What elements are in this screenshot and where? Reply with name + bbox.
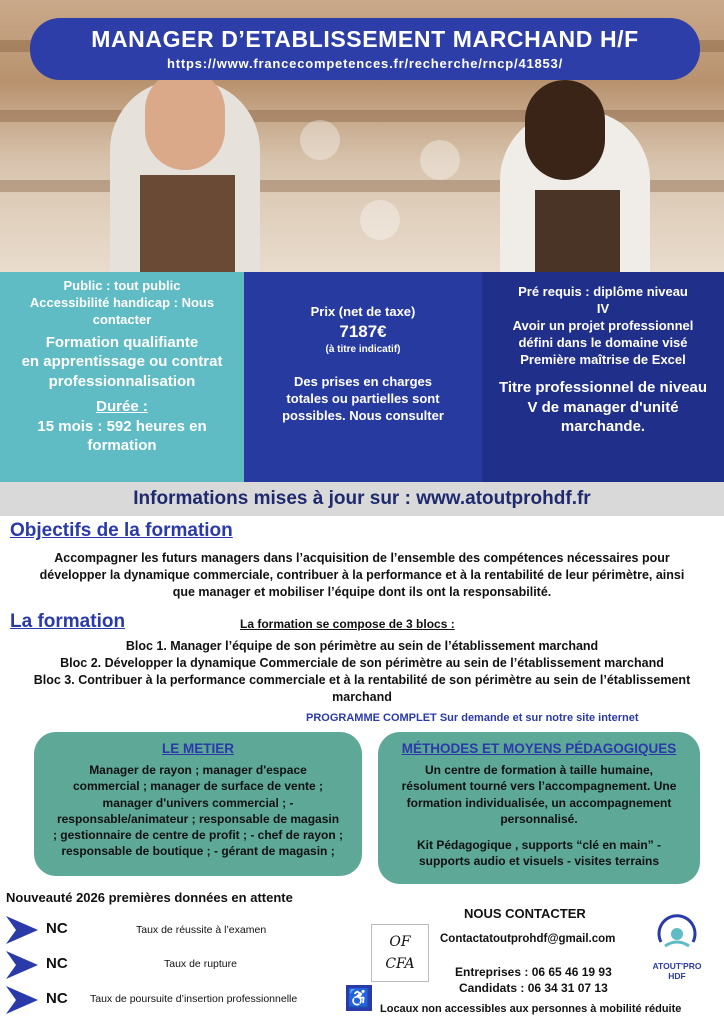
titre-pro-2: V de manager d'unité (527, 398, 679, 416)
titre-pro-3: marchande. (560, 418, 646, 436)
metier-line: manager d'univers commercial ; - (102, 795, 294, 810)
methodes-line: résolument tourné vers l’accompagnement. Une (401, 779, 677, 794)
duree-label: Durée : (96, 398, 148, 416)
objectifs-title: Objectifs de la formation (10, 520, 233, 541)
ofcfa-line: CFA (385, 956, 415, 972)
nouveaute-title: Nouveauté 2026 premières données en attente (6, 890, 293, 905)
bloc-3: Bloc 3. Contribuer à la performance commerciale et à la rentabilité de son périmètre au sein de l’établissement (33, 672, 691, 687)
objectifs-text (0, 550, 724, 601)
stat-value: NC (46, 990, 68, 1007)
stat-value: NC (46, 920, 68, 937)
formation-subtitle: La formation se compose de 3 blocs : (240, 617, 455, 631)
prerequis-3: Avoir un projet professionnel (512, 317, 694, 333)
methodes-line: supports audio et visuels - visites terrains (418, 854, 660, 869)
person-left-apron (140, 175, 235, 272)
logo-text: ATOUT'PRO (652, 961, 702, 971)
methodes-line: personnalisé. (500, 811, 578, 826)
methodes-title: MÉTHODES ET MOYENS PÉDAGOGIQUES (401, 741, 677, 756)
metier-line: responsable de boutique ; - gérant de magasin ; (61, 844, 335, 859)
logo-text: HDF (668, 971, 686, 982)
atoutpro-logo (647, 912, 707, 984)
access-text-2: contacter (92, 311, 152, 327)
info-col-prerequis (482, 272, 724, 482)
bloc-2: Bloc 2. Développer la dynamique Commerciale de son périmètre au sein de l’établissement marchand (60, 655, 664, 670)
methodes-line: Kit Pédagogique , supports “clé en main” - (416, 837, 662, 852)
prix-indicatif: (à titre indicatif) (325, 343, 401, 355)
contact-phones (455, 964, 612, 996)
ofcfa-line: OF (389, 934, 411, 950)
objectifs-line: développer la dynamique commerciale, contribuer à la performance et à la rentabilité de leur périmètre, ainsi (39, 567, 685, 582)
stat-row-reussite (4, 914, 344, 948)
methodes-line: Un centre de formation à taille humaine, (424, 763, 654, 778)
person-left-head (145, 70, 225, 170)
metier-line: responsable/animateur ; responsable de magasin (56, 811, 340, 826)
prerequis-1: Pré requis : diplôme niveau (518, 284, 688, 299)
page-title: MANAGER D’ETABLISSEMENT MARCHAND H/F (91, 26, 639, 52)
formation-title: La formation (10, 611, 126, 632)
prix-label: Prix (net de taxe) (310, 304, 416, 319)
objectifs-line: que manager et mobiliser l’équipe dont ils ont la responsabilité. (172, 584, 552, 599)
methodes-line: formation individualisée, un accompagnement (406, 795, 672, 810)
objectifs-line: Accompagner les futurs managers dans l’acquisition de l’ensemble des compétences nécessaires pour (54, 551, 670, 565)
prix-value: 7187€ (339, 321, 387, 341)
stat-label: Taux de rupture (164, 958, 237, 970)
stat-row-rupture (4, 949, 344, 983)
atoutpro-logo-icon (655, 912, 699, 956)
prerequis-4: défini dans le domaine visé (518, 334, 688, 350)
wheelchair-icon: ♿ (346, 985, 372, 1011)
prise-text-1: Des prises en charges (293, 373, 433, 389)
duree-text-1: 15 mois : 592 heures en (37, 417, 207, 435)
titre-pro-1: Titre professionnel de niveau (498, 379, 708, 397)
phone-candidats[interactable]: Candidats : 06 34 31 07 13 (459, 981, 608, 996)
stat-label: Taux de réussite à l’examen (136, 924, 267, 936)
prerequis-5: Première maîtrise de Excel (520, 351, 686, 367)
formation-text-3: professionnalisation (48, 372, 196, 390)
metier-card (34, 732, 362, 876)
person-left (110, 80, 260, 272)
stat-label: Taux de poursuite d’insertion professionnelle (90, 993, 298, 1005)
person-right (500, 110, 650, 272)
chevron-right-icon (4, 949, 40, 981)
bokeh (420, 140, 460, 180)
bloc-1: Bloc 1. Manager l’équipe de son périmètre au sein de l’établissement marchand (125, 639, 599, 653)
update-banner: Informations mises à jour sur : www.atoutprohdf.fr (0, 482, 724, 516)
person-right-head (525, 80, 605, 180)
prise-text-2: totales ou partielles sont (286, 390, 440, 406)
contact-title: NOUS CONTACTER (464, 906, 586, 921)
title-banner (30, 18, 700, 80)
metier-title: LE METIER (161, 741, 234, 756)
accessibility-note: Locaux non accessibles aux personnes à mobilité réduite (380, 1003, 682, 1015)
metier-line: ; gestionnaire de centre de profit ; - chef de rayon ; (52, 827, 344, 842)
public-text: Public : tout public (63, 278, 181, 293)
bloc-3-end: marchand (332, 689, 392, 704)
contact-email[interactable]: Contactatoutprohdf@gmail.com (440, 933, 616, 945)
duree-text-2: formation (87, 437, 157, 455)
programme-complet: PROGRAMME COMPLET Sur demande et sur notre site internet (306, 712, 639, 724)
info-col-prix (244, 272, 482, 482)
prise-text-3: possibles. Nous consulter (282, 407, 444, 423)
bokeh (300, 120, 340, 160)
prerequis-2: IV (596, 300, 610, 316)
metier-line: commercial ; manager de surface de vente ; (72, 779, 324, 794)
bokeh (360, 200, 400, 240)
info-col-public (0, 272, 244, 482)
metier-line: Manager de rayon ; manager d'espace (89, 763, 307, 778)
phone-entreprises[interactable]: Entreprises : 06 65 46 19 93 (455, 965, 612, 979)
stat-row-insertion (4, 984, 344, 1018)
chevron-right-icon (4, 984, 40, 1016)
person-right-apron (535, 190, 620, 272)
info-columns (0, 272, 724, 482)
rncp-link[interactable]: https://www.francecompetences.fr/recherche/rncp/41853/ (166, 56, 563, 71)
access-text-1: Accessibilité handicap : Nous (29, 294, 215, 310)
formation-text-2: en apprentissage ou contrat (21, 353, 223, 371)
ofcfa-logo (371, 924, 429, 982)
stat-value: NC (46, 955, 68, 972)
chevron-right-icon (4, 914, 40, 946)
formation-blocks (0, 638, 724, 706)
formation-text-1: Formation qualifiante (45, 333, 199, 351)
methodes-card (378, 732, 700, 884)
